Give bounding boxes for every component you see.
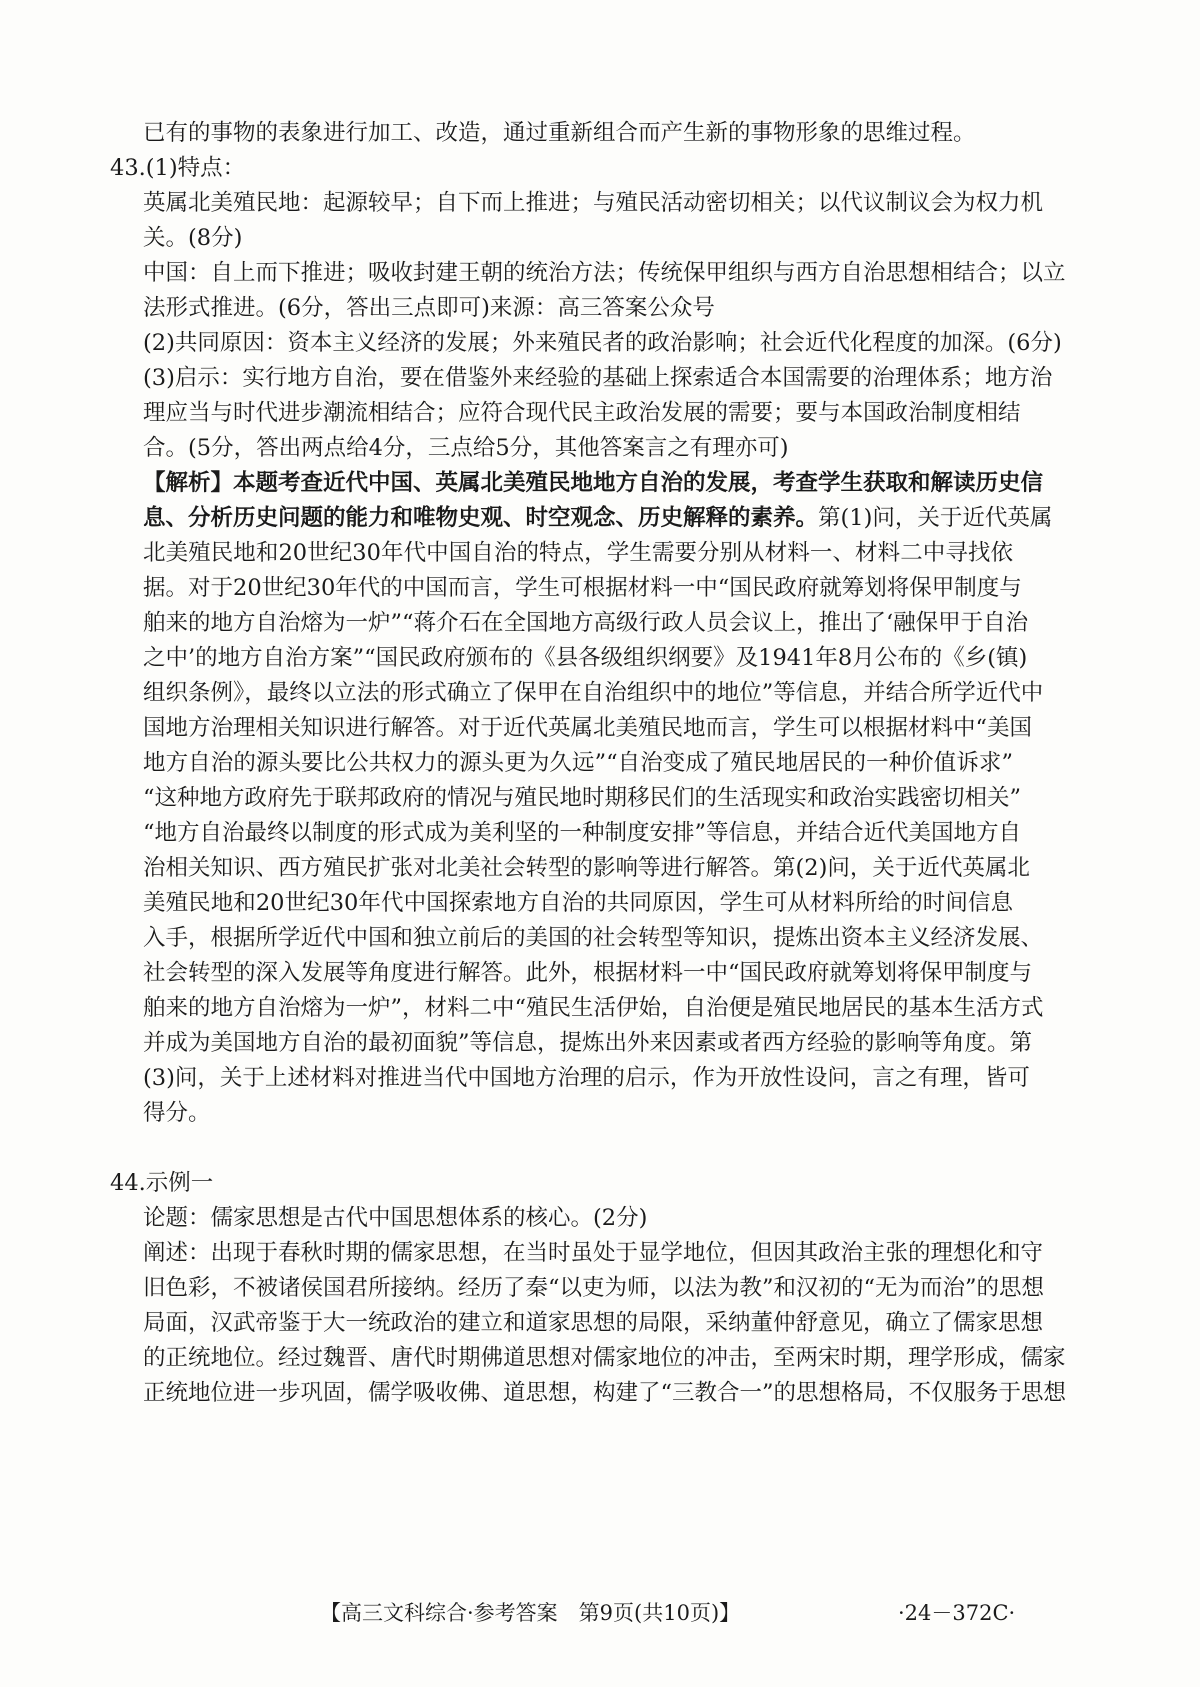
text-line: 法形式推进。(6分，答出三点即可)来源：高三答案公众号 [143, 295, 715, 321]
analysis-heading-end: 息、分析历史问题的能力和唯物史观、时空观念、历史解释的素养。 [143, 505, 819, 531]
question-43-answers [143, 186, 1066, 466]
text-line: “这种地方政府先于联邦政府的情况与殖民地时期移民们的生活现实和政治实践密切相关” [143, 785, 1022, 811]
text-line: 合。(5分，答出两点给4分，三点给5分，其他答案言之有理亦可) [143, 435, 789, 461]
text-line: 得分。 [143, 1100, 211, 1126]
analysis-heading-line: 【解析】本题考查近代中国、英属北美殖民地地方自治的发展，考查学生获取和解读历史信 [143, 470, 1044, 496]
text-line: (3)启示：实行地方自治，要在借鉴外来经验的基础上探索适合本国需要的治理体系；地方治 [143, 365, 1053, 391]
text-line: 局面，汉武帝鉴于大一统政治的建立和道家思想的局限，采纳董仲舒意见，确立了儒家思想 [143, 1310, 1044, 1336]
text-line: (3)问，关于上述材料对推进当代中国地方治理的启示，作为开放性设问，言之有理，皆可 [143, 1065, 1030, 1091]
text-line: 理应当与时代进步潮流相结合；应符合现代民主政治发展的需要；要与本国政治制度相结 [143, 400, 1021, 426]
text-line: 美殖民地和20世纪30年代中国探索地方自治的共同原因，学生可从材料所给的时间信息 [143, 890, 1013, 916]
page-footer-code: ·24－372C· [898, 1601, 1016, 1625]
text-line: 组织条例》，最终以立法的形式确立了保甲在自治组织中的地位”等信息，并结合所学近代中 [143, 680, 1044, 706]
text-line: 并成为美国地方自治的最初面貌”等信息，提炼出外来因素或者西方经验的影响等角度。第 [143, 1030, 1033, 1056]
text-line: 43.(1)特点： [110, 155, 246, 181]
text-line: 舶来的地方自治熔为一炉”，材料二中“殖民生活伊始，自治便是殖民地居民的基本生活方式 [143, 995, 1044, 1021]
text-line: 北美殖民地和20世纪30年代中国自治的特点，学生需要分别从材料一、材料二中寻找依 [143, 540, 1013, 566]
text-line: 已有的事物的表象进行加工、改造，通过重新组合而产生新的事物形象的思维过程。 [143, 120, 976, 146]
text-line: 地方自治的源头要比公共权力的源头更为久远”“自治变成了殖民地居民的一种价值诉求” [143, 750, 1013, 776]
question-44-heading [110, 1166, 410, 1201]
text-line: 44.示例一 [110, 1170, 214, 1196]
text-line: 据。对于20世纪30年代的中国而言，学生可根据材料一中“国民政府就筹划将保甲制度与 [143, 575, 1022, 601]
text-line: 治相关知识、西方殖民扩张对北美社会转型的影响等进行解答。第(2)问，关于近代英属北 [143, 855, 1030, 881]
question-44-answer [143, 1201, 1067, 1411]
text-line: “地方自治最终以制度的形式成为美利坚的一种制度安排”等信息，并结合近代美国地方自 [143, 820, 1022, 846]
text-line: 英属北美殖民地：起源较早；自下而上推进；与殖民活动密切相关；以代议制议会为权力机 [143, 190, 1044, 216]
text-line: 中国：自上而下推进；吸收封建王朝的统治方法；传统保甲组织与西方自治思想相结合；以立 [143, 260, 1066, 286]
text-line: 社会转型的深入发展等角度进行解答。此外，根据材料一中“国民政府就筹划将保甲制度与 [143, 960, 1033, 986]
question-43-analysis [143, 466, 1053, 1131]
text-line: 入手，根据所学近代中国和独立前后的美国的社会转型等知识，提炼出资本主义经济发展、 [143, 925, 1044, 951]
text-line: 关。(8分) [143, 225, 243, 251]
text-line: 国地方治理相关知识进行解答。对于近代英属北美殖民地而言，学生可以根据材料中“美国 [143, 715, 1033, 741]
page-footer-label: 【高三文科综合·参考答案 第9页(共10页)】 [320, 1601, 741, 1625]
text-line: 旧色彩，不被诸侯国君所接纳。经历了秦“以吏为师，以法为教”和汉初的“无为而治”的思想 [143, 1275, 1045, 1301]
answer-continuation [143, 116, 1013, 151]
text-line [143, 501, 1053, 536]
text-line: 论题：儒家思想是古代中国思想体系的核心。(2分) [143, 1205, 648, 1231]
text-line: 舶来的地方自治熔为一炉”“蒋介石在全国地方高级行政人员会议上，推出了‘融保甲于自治 [143, 610, 1029, 636]
text-line: 正统地位进一步巩固，儒学吸收佛、道思想，构建了“三教合一”的思想格局，不仅服务于思想 [143, 1380, 1067, 1406]
analysis-text: 第(1)问，关于近代英属 [818, 505, 1053, 531]
question-43-heading [110, 151, 410, 186]
text-line: (2)共同原因：资本主义经济的发展；外来殖民者的政治影响；社会近代化程度的加深。(6分) [143, 330, 1062, 356]
text-line: 的正统地位。经过魏晋、唐代时期佛道思想对儒家地位的冲击，至两宋时期，理学形成，儒家 [143, 1345, 1066, 1371]
text-line: 之中’的地方自治方案”“国民政府颁布的《县各级组织纲要》及1941年8月公布的《乡(镇) [143, 645, 1028, 671]
text-line: 阐述：出现于春秋时期的儒家思想，在当时虽处于显学地位，但因其政治主张的理想化和守 [143, 1240, 1044, 1266]
